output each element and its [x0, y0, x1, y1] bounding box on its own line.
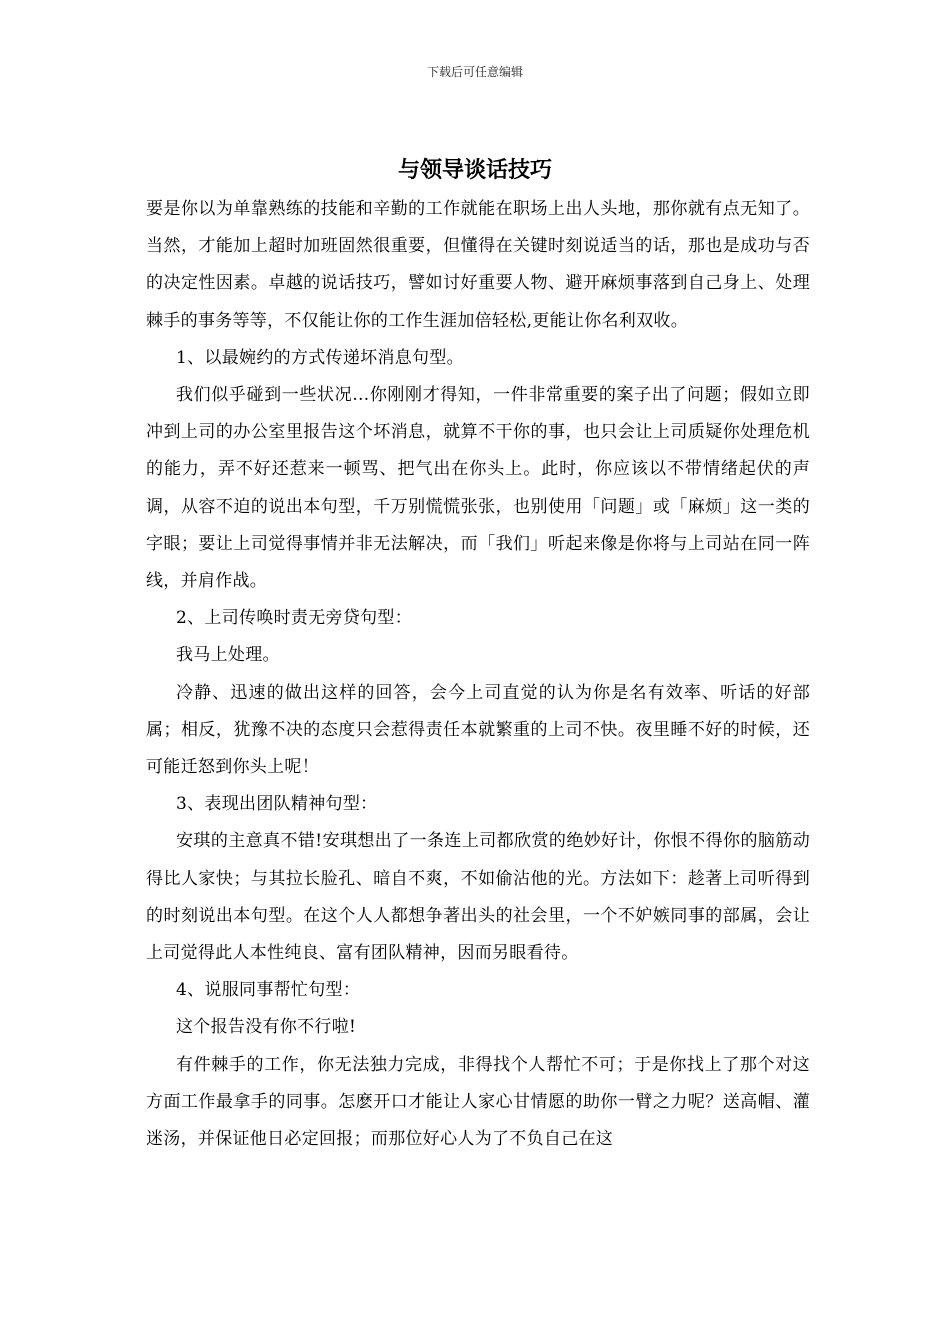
section-heading-2: 2、上司传唤时责无旁贷句型： [176, 608, 413, 629]
example-phrase: 这个报告没有你不行啦! [176, 1017, 357, 1038]
section-heading-3: 3、表现出团队精神句型： [176, 794, 378, 815]
document-title: 与领导谈话技巧 [397, 157, 552, 183]
section-heading-4: 4、说服同事帮忙句型： [176, 980, 361, 1001]
intro-paragraph: 要是你以为单靠熟练的技能和辛勤的工作就能在职场上出人头地，那你就有点无知了。当然，才能加上超时加班固然很重要，但懂得在关键时刻说适当的话，那也是成功与否的决定性因素。卓越的说话技巧，譬如讨好重要人物、避开麻烦事落到自己身上、处理棘手的事务等等，不仅能让你的工作生涯加倍轻松,更能让你名利双收。 [146, 199, 810, 331]
example-phrase: 我马上处理。 [176, 645, 280, 666]
body-paragraph: 有件棘手的工作，你无法独力完成，非得找个人帮忙不可；于是你找上了那个对这方面工作最拿手的同事。怎麽开口才能让人家心甘情愿的助你一臂之力呢？送高帽、灌迷汤，并保证他日必定回报；而那位好心人为了不负自己在这 [146, 1054, 810, 1150]
section-heading-1: 1、以最婉约的方式传递坏消息句型。 [176, 347, 464, 368]
body-paragraph: 我们似乎碰到一些状况…你刚刚才得知，一件非常重要的案子出了问题；假如立即冲到上司的办公室里报告这个坏消息，就算不干你的事，也只会让上司质疑你处理危机的能力，弄不好还惹来一顿骂、把气出在你头上。此时，你应该以不带情绪起伏的声调，从容不迫的说出本句型，千万别慌慌张张，也别使用「问题」或「麻烦」这一类的字眼；要让上司觉得事情并非无法解决，而「我们」听起来像是你将与上司站在同一阵线，并肩作战。 [146, 385, 810, 592]
document-body [146, 191, 810, 1158]
body-paragraph: 安琪的主意真不错!安琪想出了一条连上司都欣赏的绝妙好计，你恨不得你的脑筋动得比人家快；与其拉长脸孔、暗自不爽，不如偷沾他的光。方法如下：趁著上司听得到的时刻说出本句型。在这个人人都想争著出头的社会里，一个不妒嫉同事的部属，会让上司觉得此人本性纯良、富有团队精神，因而另眼看待。 [146, 831, 810, 964]
page-header: 下载后可任意编辑 [426, 65, 523, 79]
body-paragraph: 冷静、迅速的做出这样的回答，会今上司直觉的认为你是名有效率、听话的好部属；相反，犹豫不决的态度只会惹得责任本就繁重的上司不快。夜里睡不好的时候，还可能迁怒到你头上呢！ [146, 682, 810, 778]
